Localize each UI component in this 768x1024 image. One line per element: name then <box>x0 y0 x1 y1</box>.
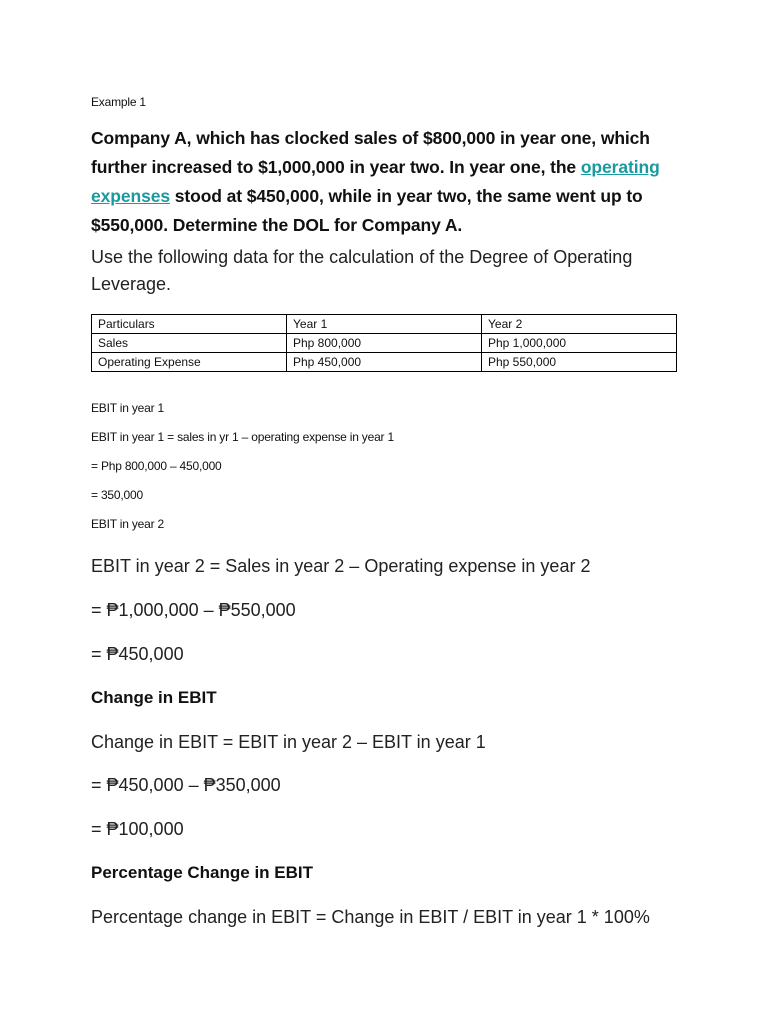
table-cell: Php 1,000,000 <box>482 334 677 353</box>
ebit-year2-heading: EBIT in year 2 <box>91 517 165 531</box>
table-header-row <box>92 315 677 334</box>
ebit-year1-formula: EBIT in year 1 = sales in yr 1 – operating expense in year 1 <box>91 430 394 444</box>
table-header-cell: Year 1 <box>287 315 482 334</box>
pct-change-formula: Percentage change in EBIT = Change in EBIT / EBIT in year 1 * 100% <box>91 907 650 927</box>
problem-text-end: stood at $450,000, while in year two, the same went up to $550,000. Determine the DOL for Company A. <box>91 186 643 235</box>
change-ebit-step: = ₱450,000 – ₱350,000 <box>91 775 281 795</box>
ebit-year1-step: = Php 800,000 – 450,000 <box>91 459 222 473</box>
ebit-year2-result: = ₱450,000 <box>91 644 184 664</box>
lead-paragraph: Use the following data for the calculation of the Degree of Operating Leverage. <box>91 247 633 294</box>
operating-expenses-link[interactable]: operating expenses <box>91 157 660 206</box>
table-header-cell: Particulars <box>92 315 287 334</box>
table-cell: Php 800,000 <box>287 334 482 353</box>
problem-text-start: Company A, which has clocked sales of $800,000 in year one, which further increased to $1,000,000 in year two. In year one, the <box>91 128 650 177</box>
problem-statement <box>91 124 691 240</box>
ebit-year1-result: = 350,000 <box>91 488 143 502</box>
data-table <box>91 314 677 372</box>
pct-change-heading: Percentage Change in EBIT <box>91 863 313 882</box>
table-cell: Operating Expense <box>92 353 287 372</box>
table-header-cell: Year 2 <box>482 315 677 334</box>
table-cell: Sales <box>92 334 287 353</box>
ebit-year1-heading: EBIT in year 1 <box>91 401 165 415</box>
table-row <box>92 334 677 353</box>
table-row <box>92 353 677 372</box>
example-label: Example 1 <box>91 95 146 109</box>
ebit-year2-step: = ₱1,000,000 – ₱550,000 <box>91 600 296 620</box>
ebit-year2-formula: EBIT in year 2 = Sales in year 2 – Operating expense in year 2 <box>91 556 591 576</box>
table-cell: Php 550,000 <box>482 353 677 372</box>
table-cell: Php 450,000 <box>287 353 482 372</box>
change-ebit-heading: Change in EBIT <box>91 688 217 707</box>
change-ebit-formula: Change in EBIT = EBIT in year 2 – EBIT in year 1 <box>91 732 486 752</box>
change-ebit-result: = ₱100,000 <box>91 819 184 839</box>
